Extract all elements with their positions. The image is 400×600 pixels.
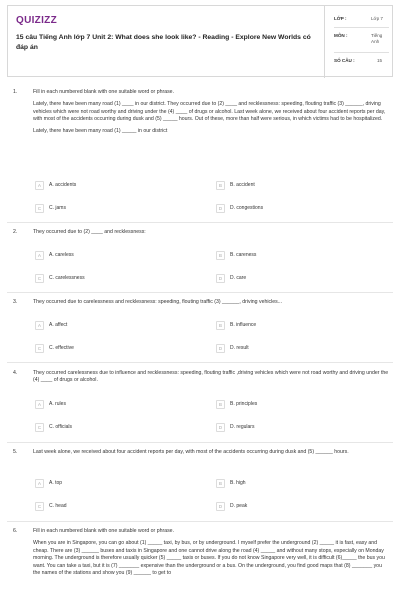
option-text: B. principles (230, 401, 258, 407)
option-letter-box: B (216, 400, 225, 409)
class-label: LỚP : (334, 16, 347, 21)
option-letter-box: D (216, 502, 225, 511)
quizizz-logo: QUIZIZZ (16, 15, 57, 26)
meta-panel (324, 6, 394, 78)
question-body (33, 89, 390, 138)
option-text: A. accidents (49, 182, 77, 188)
option-letter-box: C (35, 423, 44, 432)
option-letter-box: D (216, 274, 225, 283)
question-stem: Last week alone, we received about four accident reports per day, with most of the accidents occurring during dusk and (5) ______ hours. (33, 449, 349, 455)
option-text: A. affect (49, 322, 68, 328)
option-letter-box: B (216, 251, 225, 260)
count-value: 15 (377, 58, 383, 63)
meta-divider (334, 52, 389, 53)
question-passage: Lately, there have been many road (1) ____ in our district. They occurred due to (2) ____ and recklessness: speeding, flouting traffic (3) ______, driving vehicles which were not road worthy and driving under the (4) ____ of drugs or alcohol. Last week alone, we received about four accident reports per day, with most of the accidents occurring during dusk and (5) _____ hours. Out of these, more than half were serious, in which victims had to be hospitalized. (33, 101, 386, 123)
question-number: 4. (13, 370, 18, 376)
question-divider (7, 521, 393, 522)
option-letter-box: B (216, 321, 225, 330)
question-stem: They occurred due to (2) ____ and recklessness: (33, 229, 146, 235)
option-text: C. jams (49, 205, 66, 211)
option-text: C. carelessness (49, 275, 85, 281)
option-text: D. result (230, 345, 249, 351)
question-divider (7, 292, 393, 293)
option-text: A. rules (49, 401, 66, 407)
option-letter-box: D (216, 344, 225, 353)
option-text: D. care (230, 275, 247, 281)
question-number: 6. (13, 528, 18, 534)
question-stem: They occurred carelessness due to influence and recklessness: speeding, flouting traffic ,driving vehicles which were not road worthy and driving under the (4) ____ of drugs or alcohol. (33, 370, 389, 384)
question-number: 1. (13, 89, 18, 95)
option-letter-box: C (35, 344, 44, 353)
option-text: D. congestions (230, 205, 264, 211)
option-text: A. careless (49, 252, 74, 258)
option-text: B. influence (230, 322, 257, 328)
question-divider (7, 222, 393, 223)
question-body (33, 528, 390, 580)
question-stem: Lately, there have been many road (1) _____ in our district (33, 127, 168, 134)
option-letter-box: B (216, 181, 225, 190)
question-divider (7, 362, 393, 363)
option-letter-box: A (35, 181, 44, 190)
question-number: 3. (13, 299, 18, 305)
worksheet-header (7, 5, 393, 77)
option-text: C. officials (49, 424, 72, 430)
question-passage: When you are in Singapore, you can go about (1) _____ taxi, by bus, or by underground. I myself prefer the underground (2) _____ it is fast, easy and cheap. There are (3) ______ buses and taxis in Singapore and one cannot drive along the road (4) _____ and without many stops, especially on Monday morning. The underground is therefore usually quicker (5) _____ taxis or buses. If you do not know Singapore very well, it is difficult (6)_____ the bus you want. You can take a taxi, but it is (7) _______ expensive than the underground or a bus. On the underground, you find good maps that (8) _______ you the names of the stations and show you (9) ______ to get to (33, 540, 385, 577)
question-divider (7, 442, 393, 443)
worksheet-title: 15 câu Tiếng Anh lớp 7 Unit 2: What does she look like? - Reading - Explore New Worlds có đáp án (16, 34, 311, 51)
subject-label: MÔN : (334, 33, 348, 38)
option-letter-box: D (216, 204, 225, 213)
option-letter-box: C (35, 274, 44, 283)
subject-value: Tiếng Anh (371, 33, 383, 44)
count-label: SỐ CÂU : (334, 58, 355, 63)
class-value: Lớp 7 (371, 16, 383, 21)
option-letter-box: A (35, 479, 44, 488)
option-letter-box: A (35, 321, 44, 330)
option-text: B. accident (230, 182, 255, 188)
meta-divider (334, 27, 389, 28)
option-letter-box: C (35, 204, 44, 213)
option-letter-box: A (35, 251, 44, 260)
option-text: C. effective (49, 345, 74, 351)
option-text: A. top (49, 480, 63, 486)
question-instruction: Fill in each numbered blank with one suitable word or phrase. (33, 89, 175, 95)
question-instruction: Fill in each numbered blank with one suitable word or phrase. (33, 528, 175, 534)
option-text: C. head (49, 503, 67, 509)
option-text: B. careness (230, 252, 257, 258)
option-text: B. high (230, 480, 246, 486)
question-number: 2. (13, 229, 18, 235)
question-stem: They occurred due to carelessness and recklessness: speeding, flouting traffic (3) ______, driving vehicles... (33, 299, 283, 305)
option-text: D. peak (230, 503, 248, 509)
option-letter-box: D (216, 423, 225, 432)
option-letter-box: C (35, 502, 44, 511)
question-number: 5. (13, 449, 18, 455)
option-letter-box: B (216, 479, 225, 488)
option-letter-box: A (35, 400, 44, 409)
option-text: D. regulars (230, 424, 255, 430)
